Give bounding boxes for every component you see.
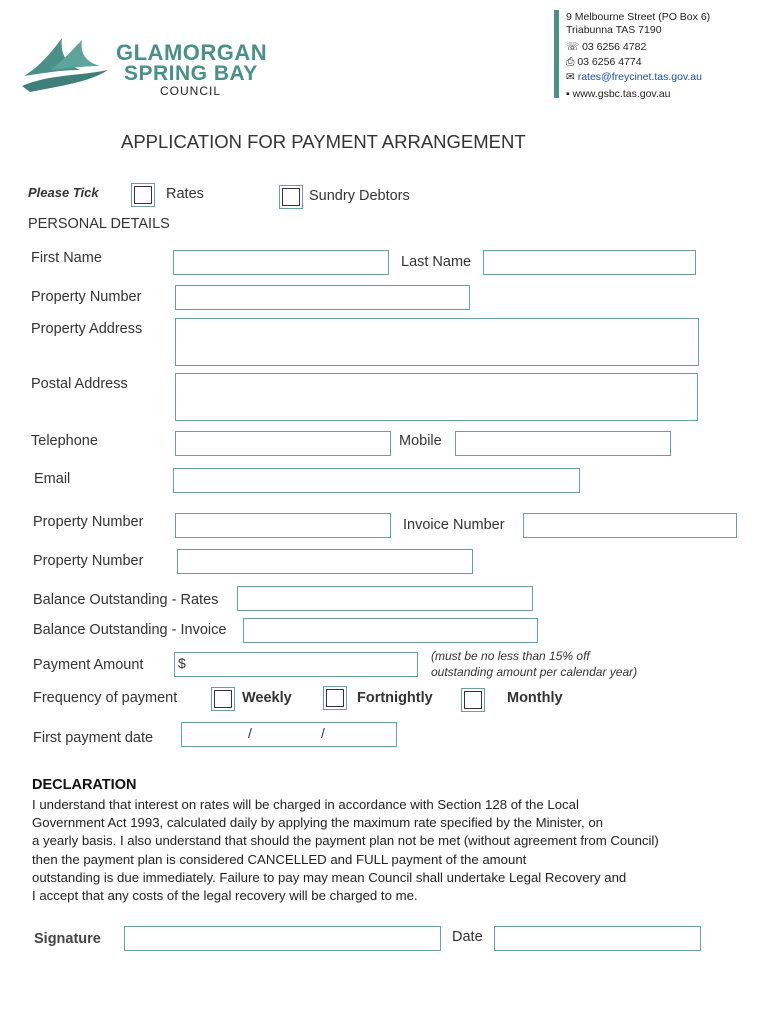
declaration-line: then the payment plan is considered CANCELLED and FULL payment of the amount [32, 852, 527, 867]
fortnightly-checkbox[interactable] [323, 686, 347, 710]
phone-icon: ☏ [566, 41, 583, 53]
logo-line-1: GLAMORGAN [116, 40, 268, 65]
contact-accent-bar [554, 10, 559, 98]
mobile-field[interactable] [455, 431, 671, 456]
last-name-field[interactable] [483, 250, 696, 275]
contact-web-row[interactable] [566, 88, 671, 100]
please-tick-label: Please Tick [28, 185, 99, 200]
contact-address-2: Triabunna TAS 7190 [566, 24, 662, 36]
declaration-line: outstanding is due immediately. Failure to pay may mean Council shall undertake Legal Recovery and [32, 870, 627, 885]
first-payment-date-label: First payment date [33, 730, 154, 746]
weekly-label: Weekly [242, 690, 292, 706]
property-number-3-field[interactable] [177, 549, 473, 574]
monthly-label: Monthly [507, 690, 563, 706]
council-logo [20, 34, 280, 100]
date-label: Date [452, 929, 483, 945]
contact-fax: 03 6256 4774 [577, 56, 642, 68]
first-payment-date-field[interactable] [181, 722, 397, 747]
logo-line-3: COUNCIL [160, 84, 222, 98]
email-icon: ✉ [566, 71, 578, 83]
mobile-label: Mobile [399, 433, 442, 449]
rates-checkbox[interactable] [131, 183, 155, 207]
telephone-label: Telephone [31, 433, 98, 449]
declaration-line: Government Act 1993, calculated daily by applying the maximum rate specified by the Minister, on [32, 815, 604, 830]
postal-address-label: Postal Address [31, 376, 128, 392]
date-separator-1: / [248, 725, 252, 741]
weekly-checkbox[interactable] [211, 687, 235, 711]
payment-amount-label: Payment Amount [33, 657, 144, 673]
email-label: Email [34, 471, 71, 487]
fortnightly-label: Fortnightly [357, 690, 433, 706]
sundry-debtors-label: Sundry Debtors [309, 188, 410, 204]
balance-rates-field[interactable] [237, 586, 533, 611]
rates-option-label: Rates [166, 186, 204, 202]
contact-web[interactable]: www.gsbc.tas.gov.au [572, 88, 671, 100]
personal-details-heading: PERSONAL DETAILS [28, 216, 170, 232]
property-number-3-label: Property Number [33, 553, 144, 569]
property-address-label: Property Address [31, 321, 143, 337]
last-name-label: Last Name [401, 254, 472, 270]
web-icon: ▪ [566, 88, 573, 100]
declaration-line: a yearly basis. I also understand that should the payment plan not be met (without agreement from Council) [32, 833, 659, 848]
property-address-field[interactable] [175, 318, 699, 366]
currency-symbol: $ [178, 655, 186, 671]
property-number-2-field[interactable] [175, 513, 391, 538]
payment-note-line-2: outstanding amount per calendar year) [431, 665, 638, 679]
property-number-2-label: Property Number [33, 514, 144, 530]
date-field[interactable] [494, 926, 701, 951]
invoice-number-label: Invoice Number [403, 517, 505, 533]
contact-phone-row [566, 41, 646, 53]
first-name-field[interactable] [173, 250, 389, 275]
date-separator-2: / [321, 725, 325, 741]
waves-icon [20, 36, 110, 98]
contact-address-1: 9 Melbourne Street (PO Box 6) [566, 11, 711, 23]
signature-label: Signature [34, 931, 101, 947]
page-title: APPLICATION FOR PAYMENT ARRANGEMENT [121, 131, 526, 152]
declaration-line: I understand that interest on rates will be charged in accordance with Section 128 of the Local [32, 797, 579, 812]
payment-amount-field[interactable] [174, 652, 418, 677]
contact-phone: 03 6256 4782 [582, 41, 647, 53]
telephone-field[interactable] [175, 431, 391, 456]
invoice-number-field[interactable] [523, 513, 737, 538]
signature-field[interactable] [124, 926, 441, 951]
fax-icon: ⎙ [566, 56, 578, 68]
balance-invoice-label: Balance Outstanding - Invoice [33, 622, 227, 638]
declaration-heading: DECLARATION [32, 777, 137, 793]
logo-line-2: SPRING BAY [124, 62, 258, 85]
declaration-line: I accept that any costs of the legal recovery will be charged to me. [32, 888, 418, 903]
payment-note-line-1: (must be no less than 15% off [431, 649, 590, 663]
balance-rates-label: Balance Outstanding - Rates [33, 592, 219, 608]
monthly-checkbox[interactable] [461, 688, 485, 712]
first-name-label: First Name [31, 250, 102, 266]
frequency-label: Frequency of payment [33, 690, 178, 706]
property-number-field[interactable] [175, 285, 470, 310]
postal-address-field[interactable] [175, 373, 698, 421]
email-field[interactable] [173, 468, 580, 493]
contact-email-row[interactable] [566, 71, 702, 83]
contact-fax-row [566, 56, 642, 69]
sundry-debtors-checkbox[interactable] [279, 185, 303, 209]
property-number-label: Property Number [31, 289, 142, 305]
contact-email[interactable]: rates@freycinet.tas.gov.au [577, 71, 702, 83]
balance-invoice-field[interactable] [243, 618, 538, 643]
